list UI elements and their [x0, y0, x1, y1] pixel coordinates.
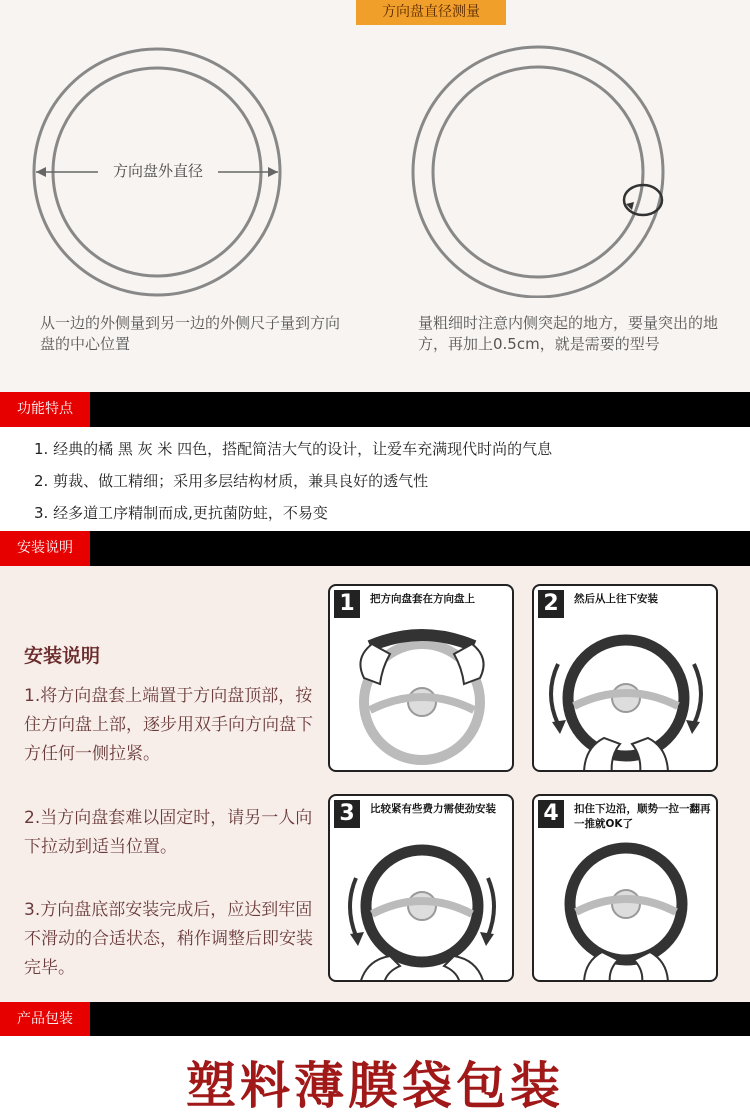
measure-title: 方向盘直径测量 [356, 0, 506, 25]
install-panel-4 [532, 794, 718, 982]
panel-caption: 扣住下边沿，顺势一拉一翻再一推就OK了 [574, 803, 711, 830]
features-tag: 功能特点 [0, 392, 90, 427]
install-step: 1.将方向盘套上端置于方向盘顶部，按住方向盘上部，逐步用双手向方向盘下方任何一侧拉紧。 [24, 686, 313, 764]
diameter-label: 方向盘外直径 [98, 160, 218, 181]
measure-note-left: 从一边的外侧量到另一边的外侧尺子量到方向盘的中心位置 [40, 314, 341, 353]
install-panel-2 [532, 584, 718, 772]
package-text: 塑料薄膜袋包装 [186, 1057, 564, 1115]
arrow-right-icon [268, 167, 278, 177]
measure-section [0, 0, 750, 392]
panel-number: 4 [538, 800, 564, 828]
install-tag: 安装说明 [0, 531, 90, 566]
panel-number: 3 [334, 800, 360, 828]
feature-item: 2. 剪裁、做工精细；采用多层结构材质，兼具良好的透气性 [34, 472, 429, 490]
feature-item: 1. 经典的橘 黑 灰 米 四色，搭配简洁大气的设计，让爱车充满现代时尚的气息 [34, 440, 553, 458]
features-bar [0, 392, 750, 427]
install-section [0, 566, 750, 1002]
steering-wheel-finish-icon [534, 834, 718, 982]
panel-number: 2 [538, 590, 564, 618]
panel-caption: 然后从上往下安装 [574, 593, 658, 605]
steering-wheel-hands-icon [330, 624, 514, 772]
steering-wheel-arrows-icon [534, 624, 718, 772]
measure-note-right: 量粗细时注意内侧突起的地方，要量突出的地方，再加上0.5cm，就是需要的型号 [418, 314, 719, 353]
features-section [0, 427, 750, 529]
package-bar [0, 1002, 750, 1037]
install-panel-3 [328, 794, 514, 982]
install-heading: 安装说明 [24, 645, 101, 667]
panel-caption: 比较紧有些费力需使劲安装 [370, 803, 496, 815]
right-wheel-diagram [413, 47, 663, 297]
panel-caption: 把方向盘套在方向盘上 [370, 593, 475, 605]
steering-wheel-pull-icon [330, 834, 514, 982]
package-tag: 产品包装 [0, 1002, 90, 1037]
install-bar [0, 531, 750, 566]
install-panel-1 [328, 584, 514, 772]
package-section [0, 1036, 750, 1118]
install-step: 3.方向盘底部安装完成后，应达到牢固不滑动的合适状态，稍作调整后即安装完毕。 [24, 900, 313, 978]
arrow-left-icon [36, 167, 46, 177]
install-step: 2.当方向盘套难以固定时，请另一人向下拉动到适当位置。 [24, 808, 313, 857]
panel-number: 1 [334, 590, 360, 618]
feature-item: 3. 经多道工序精制而成,更抗菌防蛀，不易变 [34, 504, 328, 522]
